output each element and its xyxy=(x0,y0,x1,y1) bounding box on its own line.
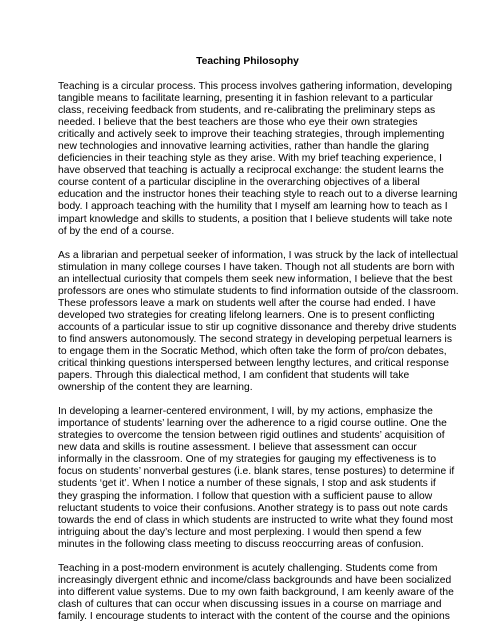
text-line: In developing a learner-centered environment, I will, by my actions, emphasize the xyxy=(58,406,433,418)
text-line: course content of a particular discipline in the overarching objectives of a liberal xyxy=(58,177,420,189)
text-line: increasingly divergent ethnic and income/class backgrounds and have been socialized xyxy=(58,574,452,586)
text-line: new technologies and innovative learning activities, rather than handle the glaring xyxy=(58,141,429,153)
body-paragraph xyxy=(58,249,459,395)
text-line: education and the instructor hones their teaching style to reach out to a diverse learning xyxy=(58,189,458,201)
text-line: class, receiving feedback from students, and re-calibrating the preliminary steps as xyxy=(58,105,436,117)
text-line: developed two strategies for creating lifelong learners. One is to present conflicting xyxy=(58,309,435,321)
text-line: ownership of the content they are learning. xyxy=(58,382,253,394)
body-paragraph xyxy=(58,406,455,551)
text-line: Teaching is a circular process. This process involves gathering information, developing xyxy=(58,81,453,92)
text-line: professors are ones who stimulate students to find information outside of the classroom. xyxy=(58,285,459,297)
text-line: deficiencies in their teaching style as they arise. With my brief teaching experience, I xyxy=(58,153,443,165)
document-title: Teaching Philosophy xyxy=(196,56,299,67)
text-line: strategies to overcome the tension between rigid outlines and students’ acquisition of xyxy=(58,430,445,442)
text-line: an intellectual curiosity that compels them seek new information, I believe that the best xyxy=(58,273,453,285)
text-line: into different value systems. Due to my own faith background, I am keenly aware of the xyxy=(58,586,454,598)
text-line: clash of cultures that can occur when discussing issues in a course on marriage and xyxy=(58,598,442,610)
text-line: accounts of a particular issue to stir up cognitive dissonance and thereby drive students xyxy=(58,321,457,333)
text-line: critical thinking questions interspersed between lengthy lectures, and critical response xyxy=(58,358,449,370)
text-line: family. I encourage students to interact with the content of the course and the opinions xyxy=(58,610,450,622)
body-paragraph xyxy=(58,81,458,238)
text-line: informally in the classroom. One of my strategies for gauging my effectiveness is to xyxy=(58,454,437,466)
text-line: These professors leave a mark on students well after the course had ended. I have xyxy=(58,297,436,309)
text-line: to find answers autonomously. The second strategy in developing perpetual learners is xyxy=(58,333,452,345)
text-line: Teaching in a post-modern environment is acutely challenging. Students come from xyxy=(58,562,438,574)
text-line: have observed that teaching is actually a reciprocal exchange: the student learns the xyxy=(58,165,444,177)
text-line: needed. I believe that the best teachers are those who eye their own strategies xyxy=(58,117,418,129)
text-line: new data and skills is routine assessment. I believe that assessment can occur xyxy=(58,442,417,454)
text-line: As a librarian and perpetual seeker of information, I was struck by the lack of intellectual xyxy=(58,249,459,261)
text-line: they grasping the information. I follow that question with a sufficient pause to allow xyxy=(58,490,433,502)
text-line: body. I approach teaching with the humility that I myself am learning how to teach as I xyxy=(58,201,448,213)
body-paragraph xyxy=(58,562,454,623)
text-line: critically and actively seek to improve their teaching strategies, through implementing xyxy=(58,129,445,141)
text-line: tangible means to facilitate learning, presenting it in fashion relevant to a particular xyxy=(58,93,433,105)
text-line: students ‘get it’. When I notice a number of these signals, I stop and ask students if xyxy=(58,478,436,490)
text-line: of by the end of a course. xyxy=(58,225,175,237)
text-line: reluctant students to voice their confusions. Another strategy is to pass out note cards xyxy=(58,502,448,514)
text-line: stimulation in many college courses I have taken. Though not all students are born with xyxy=(58,261,455,273)
text-line: impart knowledge and skills to students, a position that I believe students will take note xyxy=(58,213,453,225)
text-line: towards the end of class in which students are instructed to write what they found most xyxy=(58,514,453,526)
text-line: to engage them in the Socratic Method, which often take the form of pro/con debates, xyxy=(58,345,447,357)
text-line: importance of students’ learning over the adherence to a rigid course outline. One the xyxy=(58,418,447,430)
text-line: intriguing about the day’s lecture and most perplexing. I would then spend a few xyxy=(58,526,422,538)
text-line: focus on students’ nonverbal gestures (i.e. blank stares, tense postures) to determine if xyxy=(58,466,455,478)
document-body xyxy=(58,81,459,635)
text-line: papers. Through this dialectical method, I am confident that students will take xyxy=(58,370,410,382)
text-line: minutes in the following class meeting to discuss reoccurring areas of confusion. xyxy=(58,538,424,550)
